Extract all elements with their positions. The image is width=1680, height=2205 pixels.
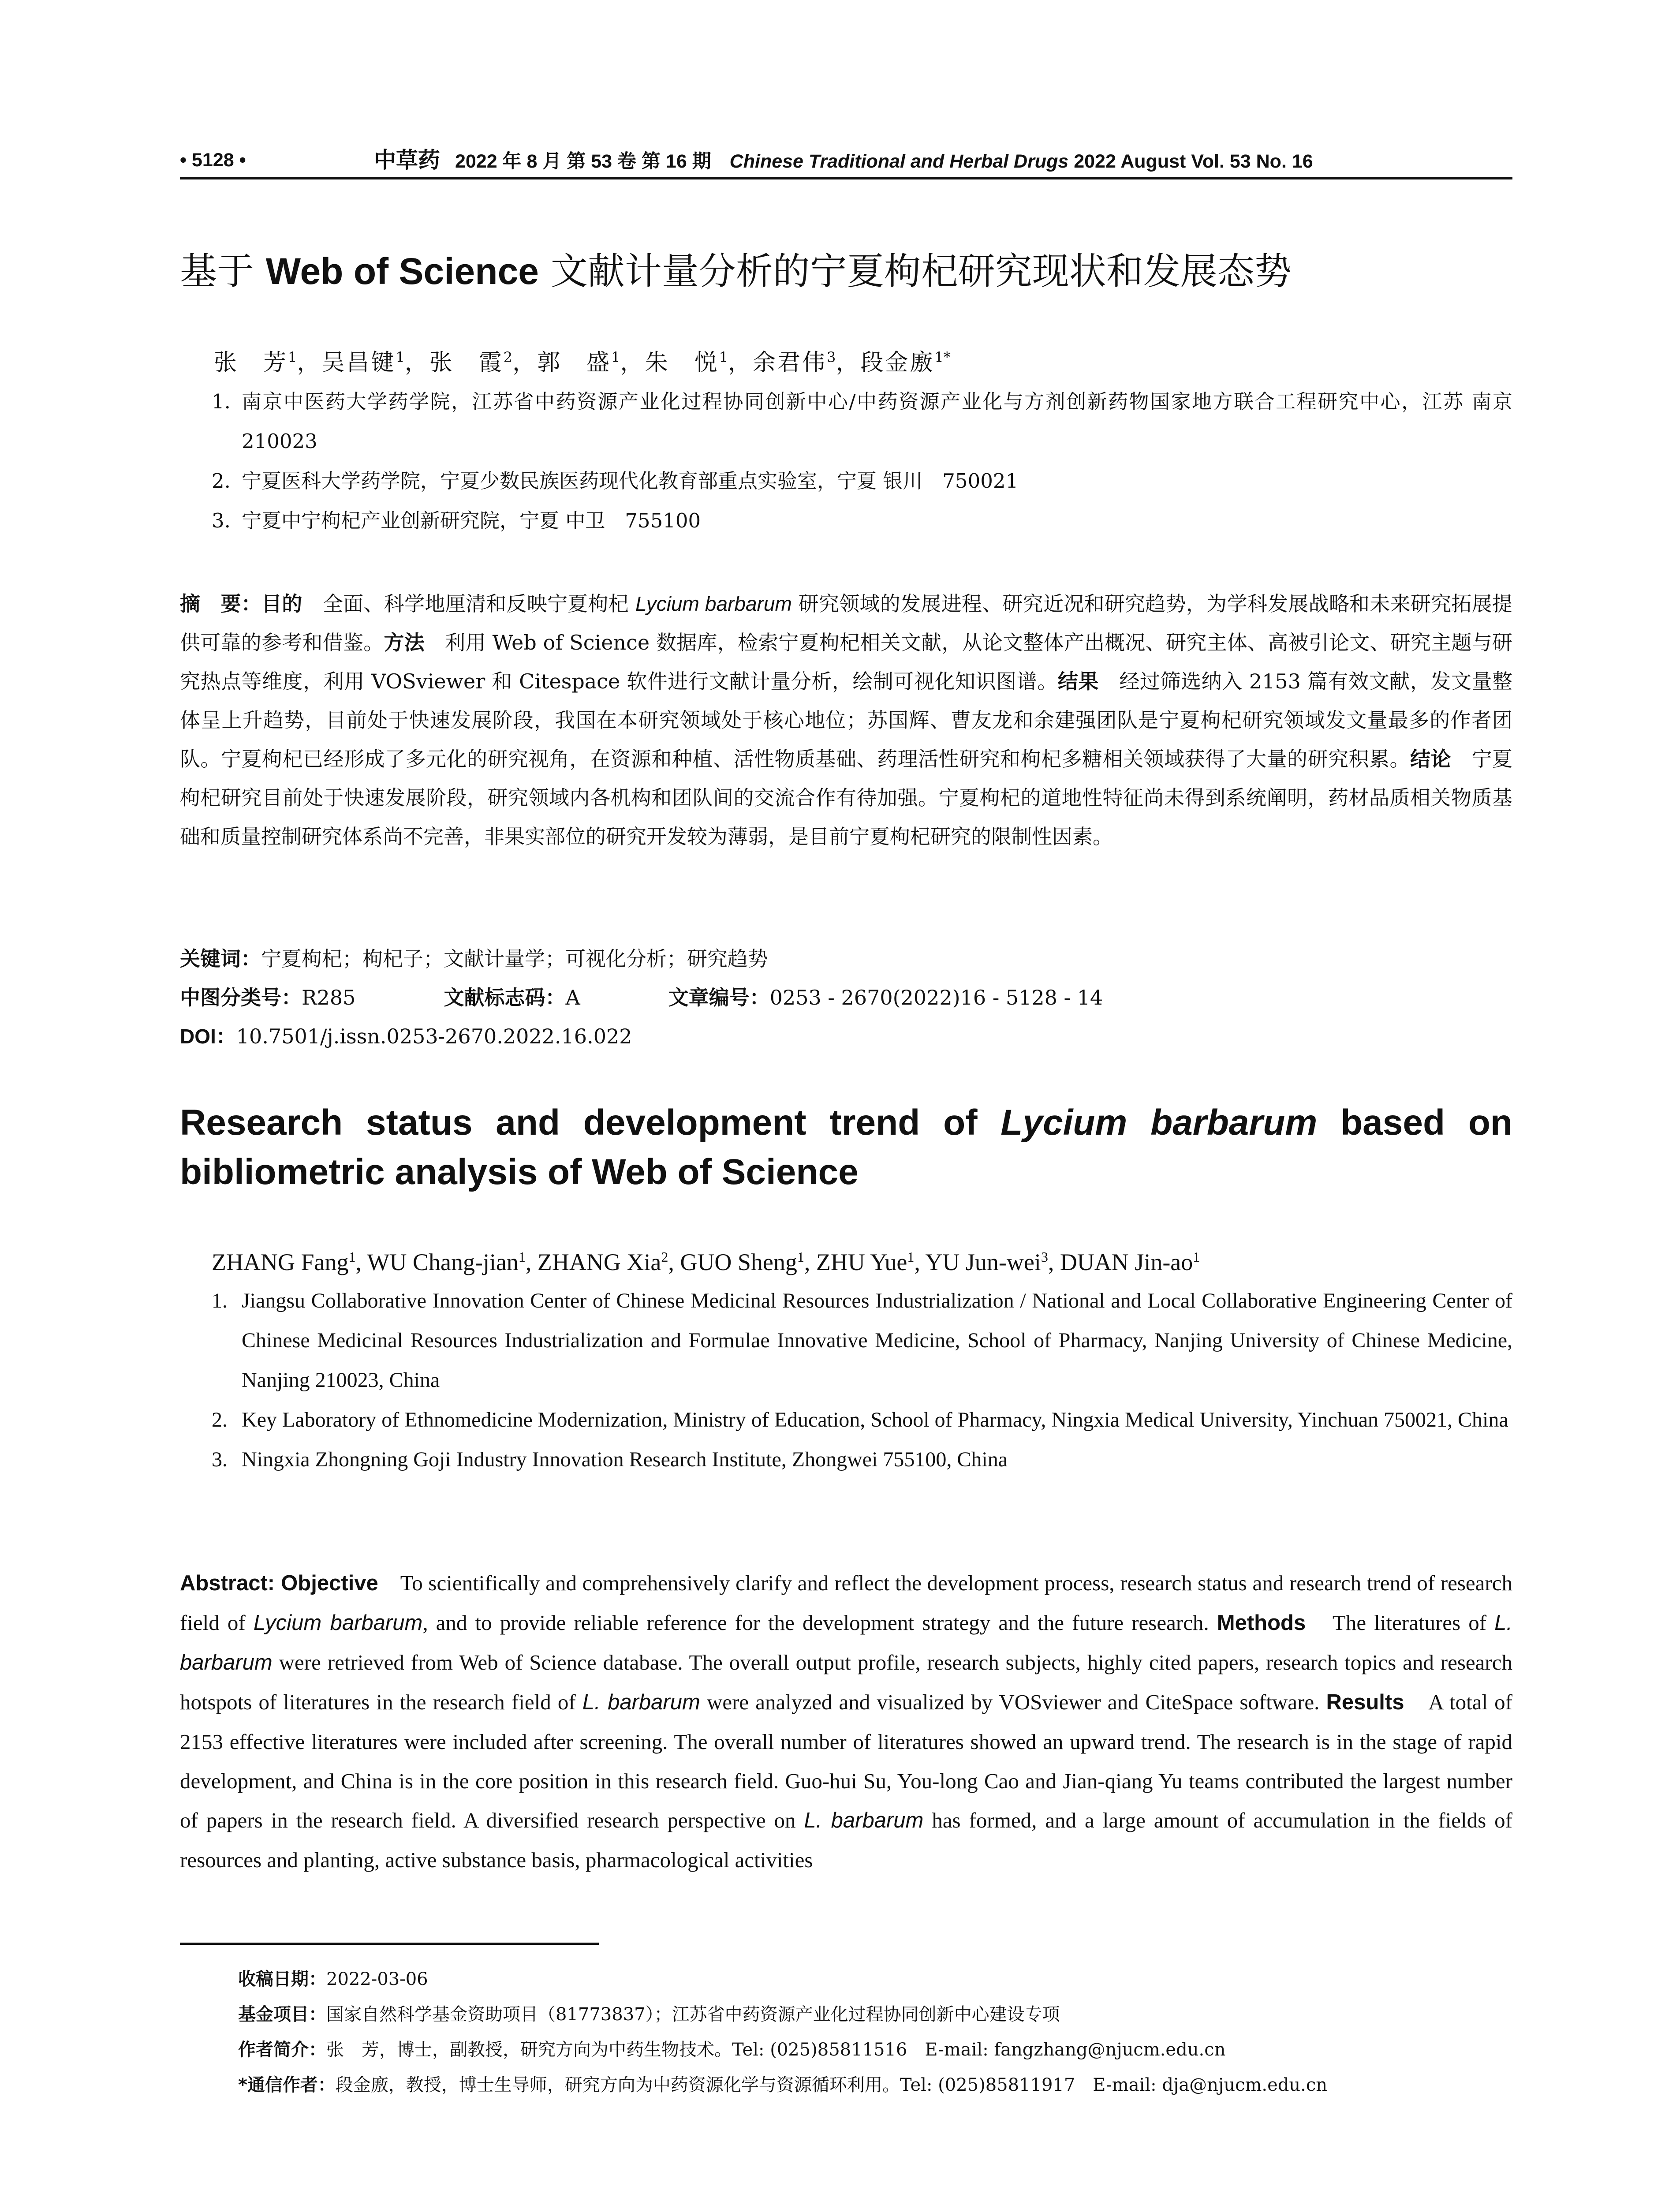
footnote-funding: 基金项目：国家自然科学基金资助项目（81773837）；江苏省中药资源产业化过程协同创新中心建设专项: [238, 2004, 1060, 2025]
title-en: Research status and development trend of Lycium barbarum based on bibliometric analysis of Web of Science: [180, 1102, 1513, 1192]
author-name: 朱 悦: [645, 349, 719, 376]
author-list-en: ZHANG Fang$^1$, WU Chang-jian$^1$, ZHANG Xia$^2$, GUO Sheng$^1$, ZHU Yue$^1$, YU Jun-wei$^3$, DUAN Jin-$ao^1$: [212, 1249, 1200, 1275]
classification-line: 中图分类号：R285 文献标志码：A 文章编号：0253 - 2670(2022)16 - 5128 - 14: [180, 986, 1103, 1009]
methods-label: 方法: [384, 631, 425, 654]
affiliations-en: [212, 1281, 1512, 1480]
author-name: WU Chang-jian: [367, 1249, 519, 1275]
footnote-received: 收稿日期：2022-03-06: [238, 1969, 428, 1989]
page-number: • 5128 •: [180, 149, 246, 171]
author-name: ZHANG Fang: [212, 1249, 349, 1275]
author-name: 张 霞: [429, 349, 504, 376]
methods-label: Methods: [1217, 1611, 1306, 1635]
affiliation-item: 1. Jiangsu Collaborative Innovation Center of Chinese Medicinal Resources Industrialization / National and Local Collaborative Engineering Center of Chinese Medicinal Resources Industrialization and Formulae Innovative Medicine, School of Pharmacy, Nanjing University of Chinese Medicine, Nanjing 210023, China: [212, 1289, 1512, 1392]
abstract-label: 摘 要：: [180, 592, 262, 616]
affiliations-cn: [212, 382, 1533, 541]
affiliation-item: 1. 南京中医药大学药学院，江苏省中药资源产业化过程协同创新中心/中药资源产业化与方剂创新药物国家地方联合工程研究中心，江苏 南京 210023: [212, 390, 1533, 453]
author-name: 余君伟: [752, 349, 827, 376]
author-name: ZHU Yue: [816, 1249, 907, 1275]
doi-link[interactable]: 10.7501/j.issn.0253-2670.2022.16.022: [236, 1024, 632, 1048]
doi-line: DOI：10.7501/j.issn.0253-2670.2022.16.022: [180, 1024, 632, 1048]
author-name: 郭 盛: [537, 349, 612, 376]
author-list-cn: 张 芳$^1$，吴昌键$^1$，张 霞$^2$，郭 盛$^1$，朱 悦$^1$，余君伟$^3$，段金廒$^{1*}$: [214, 349, 951, 376]
journal-name-cn: 中草药: [374, 147, 440, 173]
journal-info: [374, 143, 1313, 178]
title-cn: 基于 Web of Science 文献计量分析的宁夏枸杞研究现状和发展态势: [180, 250, 1292, 293]
abstract-cn: 摘 要：目的 全面、科学地厘清和反映宁夏枸杞 Lycium barbarum 研究领域的发展进程、研究近况和研究趋势，为学科发展战略和未来研究拓展提供可靠的参考和借鉴。方法 利用 Web of Science 数据库，检索宁夏枸杞相关文献，从论文整体产出概况、研究主体、高被引论文、研究主题与研究热点等维度，利用 VOSviewer 和 Citespace 软件进行文献计量分析，绘制可视化知识图谱。结果 经过筛选纳入 2153 篇有效文献，发文量整体呈上升趋势，目前处于快速发展阶段，我国在本研究领域处于核心地位；苏国辉、曹友龙和余建强团队是宁夏枸杞研究领域发文量最多的作者团队。宁夏枸杞已经形成了多元化的研究视角，在资源和种植、活性物质基础、药理活性研究和枸杞多糖相关领域获得了大量的研究积累。结论 宁夏枸杞研究目前处于快速发展阶段，研究领域内各机构和团队间的交流合作有待加强。宁夏枸杞的道地性特征尚未得到系统阐明，药材品质相关物质基础和质量控制研究体系尚不完善，非果实部位的研究开发较为薄弱，是目前宁夏枸杞研究的限制性因素。: [180, 592, 1513, 848]
journal-name-en: Chinese Traditional and Herbal Drugs: [729, 151, 1069, 172]
keywords: 宁夏枸杞；枸杞子；文献计量学；可视化分析；研究趋势: [261, 947, 768, 971]
footnote-author-bio: 作者简介：张 芳，博士，副教授，研究方向为中药生物技术。Tel: (025)85811516 E-mail: fangzhang@njucm.edu.cn: [238, 2040, 1226, 2060]
results-label: 结果: [1057, 669, 1099, 693]
abstract-objective-label: Abstract: Objective: [180, 1571, 378, 1595]
affiliation-item: 2. 宁夏医科大学药学院，宁夏少数民族医药现代化教育部重点实验室，宁夏 银川 750021: [212, 469, 1019, 493]
issue-en: 2022 August Vol. 53 No. 16: [1074, 151, 1313, 172]
author-name: 张 芳: [214, 349, 288, 376]
article-meta-cn: [180, 939, 1512, 1056]
abstract-en: Abstract: Objective To scientifically and comprehensively clarify and reflect the development process, research status and research trend of research field of Lycium barbarum, and to provide reliable reference for the development strategy and the future research. Methods The literatures of L. barbarum were retrieved from Web of Science database. The overall output profile, research subjects, highly cited papers, research topics and research hotspots of literatures in the research field of L. barbarum were analyzed and visualized by VOSviewer and CiteSpace software. Results A total of 2153 effective literatures were included after screening. The overall number of literatures showed an upward trend. The research is in the stage of rapid development, and China is in the core position in this research field. Guo-hui Su, You-long Cao and Jian-qiang Yu teams contributed the largest number of papers in the research field. A diversified research perspective on L. barbarum has formed, and a large amount of accumulation in the fields of resources and planting, active substance basis, pharmacological activities: [180, 1571, 1512, 1872]
author-name: 吴昌键: [321, 349, 396, 376]
author-name: 段金廒: [860, 349, 935, 376]
footnote-corresponding: *通信作者：段金廒，教授，博士生导师，研究方向为中药资源化学与资源循环利用。Tel: (025)85811917 E-mail: dja@njucm.edu.cn: [238, 2075, 1328, 2095]
footnote-divider: [180, 1943, 599, 1945]
objective-label: 目的: [261, 592, 302, 616]
author-name: ZHANG Xia: [537, 1249, 661, 1275]
author-name: YU Jun-wei: [925, 1249, 1041, 1275]
affiliation-item: 3. 宁夏中宁枸杞产业创新研究院，宁夏 中卫 755100: [212, 509, 701, 532]
author-name: GUO Sheng: [680, 1249, 797, 1275]
conclusion-label: 结论: [1410, 747, 1451, 771]
footnotes: [238, 1962, 1512, 2103]
affiliation-item: 2. Key Laboratory of Ethnomedicine Modernization, Ministry of Education, School of Pharmacy, Ningxia Medical University, Yinchuan 750021, China: [212, 1408, 1508, 1431]
author-name: DUAN Jin-ao: [1060, 1249, 1193, 1275]
results-label: Results: [1326, 1690, 1404, 1714]
keywords-line: 关键词：宁夏枸杞；枸杞子；文献计量学；可视化分析；研究趋势: [180, 947, 768, 971]
running-header: [180, 143, 1512, 179]
issue-cn: 2022 年 8 月 第 53 卷 第 16 期: [455, 151, 711, 172]
affiliation-item: 3. Ningxia Zhongning Goji Industry Innovation Research Institute, Zhongwei 755100, China: [212, 1448, 1008, 1471]
